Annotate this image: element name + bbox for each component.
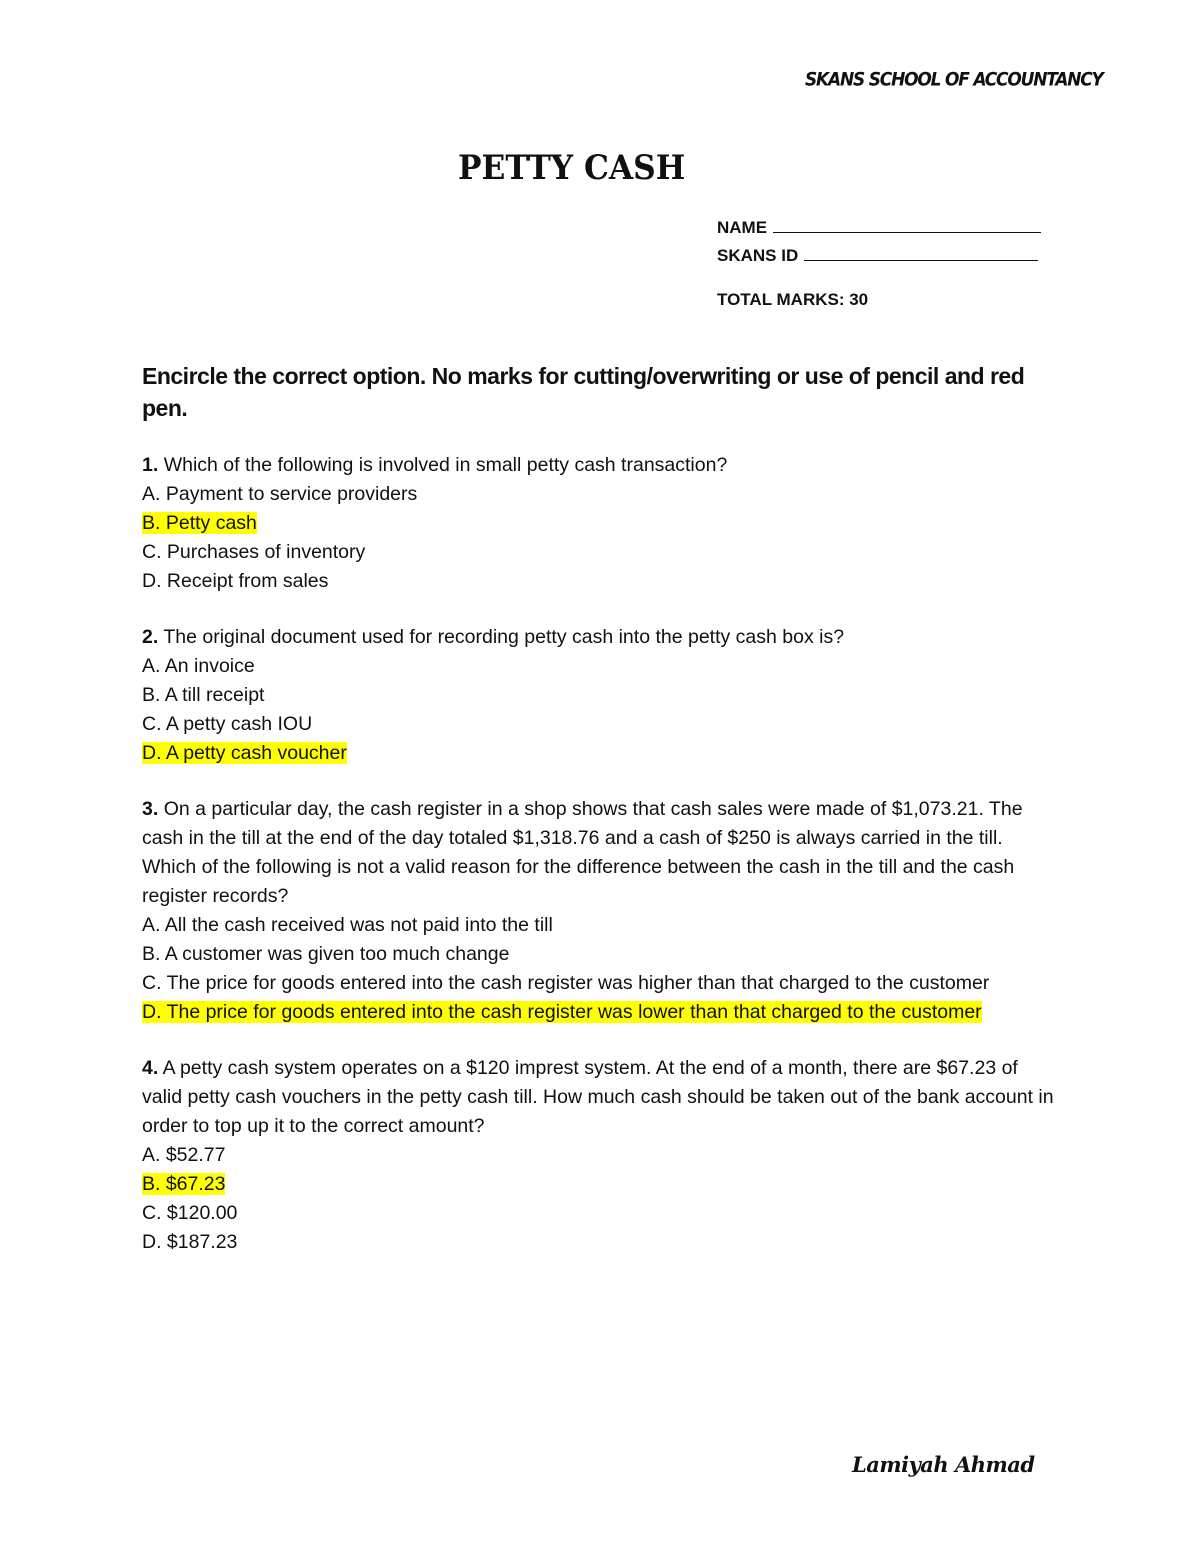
option-text: D. $187.23 [142,1231,238,1253]
answer-option[interactable] [142,652,1062,681]
highlighted-answer: D. The price for goods entered into the cash register was lower than that charged to the customer [142,1001,982,1023]
question-stem [142,623,1062,652]
option-text: C. A petty cash IOU [142,713,313,735]
question-stem [142,1054,1062,1141]
id-field[interactable] [717,242,1041,270]
id-label: SKANS ID [717,246,799,265]
option-text: C. Purchases of inventory [142,541,366,563]
question-text: Which of the following is involved in small petty cash transaction? [163,454,728,476]
question-stem [142,451,1062,480]
answer-option[interactable] [142,1141,1062,1170]
question-2 [142,623,1062,768]
answer-option[interactable] [142,1228,1062,1257]
signature: Lamiyah Ahmad [852,1452,1035,1477]
answer-option[interactable] [142,509,1062,538]
highlighted-answer: B. $67.23 [142,1173,226,1195]
answer-option[interactable] [142,969,1062,998]
id-blank[interactable] [804,242,1038,261]
answer-option[interactable] [142,480,1062,509]
answer-option[interactable] [142,739,1062,768]
answer-option[interactable] [142,681,1062,710]
question-number: 2. [142,626,159,648]
answer-option[interactable] [142,710,1062,739]
page-title: PETTY CASH [458,148,686,188]
name-blank[interactable] [773,214,1041,233]
answer-option[interactable] [142,998,1062,1027]
name-label: NAME [717,218,768,237]
question-number: 4. [142,1057,159,1079]
option-text: B. A customer was given too much change [142,943,510,965]
question-text: On a particular day, the cash register in a shop shows that cash sales were made of $1,073.21. The cash in the till at the end of the day totaled $1,318.76 and a cash of $250 is always carried in the till. Which of the following is not a valid reason for the difference between the cash in the till and the cash register records? [142,798,1023,907]
question-text: A petty cash system operates on a $120 imprest system. At the end of a month, there are $67.23 of valid petty cash vouchers in the petty cash till. How much cash should be taken out of the bank account in order to top up it to the correct amount? [142,1057,1054,1137]
answer-option[interactable] [142,1199,1062,1228]
question-4 [142,1054,1062,1257]
question-3 [142,795,1062,1027]
option-text: C. $120.00 [142,1202,238,1224]
option-text: C. The price for goods entered into the cash register was higher than that charged to the customer [142,972,990,994]
answer-option[interactable] [142,911,1062,940]
highlighted-answer: D. A petty cash voucher [142,742,347,764]
option-text: A. An invoice [142,655,255,677]
question-1 [142,451,1062,596]
question-stem [142,795,1062,911]
option-text: A. Payment to service providers [142,483,418,505]
answer-option[interactable] [142,940,1062,969]
question-number: 3. [142,798,159,820]
answer-option[interactable] [142,567,1062,596]
question-number: 1. [142,454,159,476]
student-fields [717,214,1041,314]
answer-option[interactable] [142,1170,1062,1199]
answer-option[interactable] [142,538,1062,567]
school-name: SKANS SCHOOL OF ACCOUNTANCY [805,69,1103,91]
option-text: B. A till receipt [142,684,265,706]
option-text: A. $52.77 [142,1144,226,1166]
question-text: The original document used for recording petty cash into the petty cash box is? [163,626,845,648]
highlighted-answer: B. Petty cash [142,512,257,534]
option-text: D. Receipt from sales [142,570,329,592]
name-field[interactable] [717,214,1041,242]
option-text: A. All the cash received was not paid into the till [142,914,553,936]
total-marks: TOTAL MARKS: 30 [717,290,869,309]
question-content [142,360,1062,1284]
instructions: Encircle the correct option. No marks for cutting/overwriting or use of pencil and red pen. [142,363,1025,421]
